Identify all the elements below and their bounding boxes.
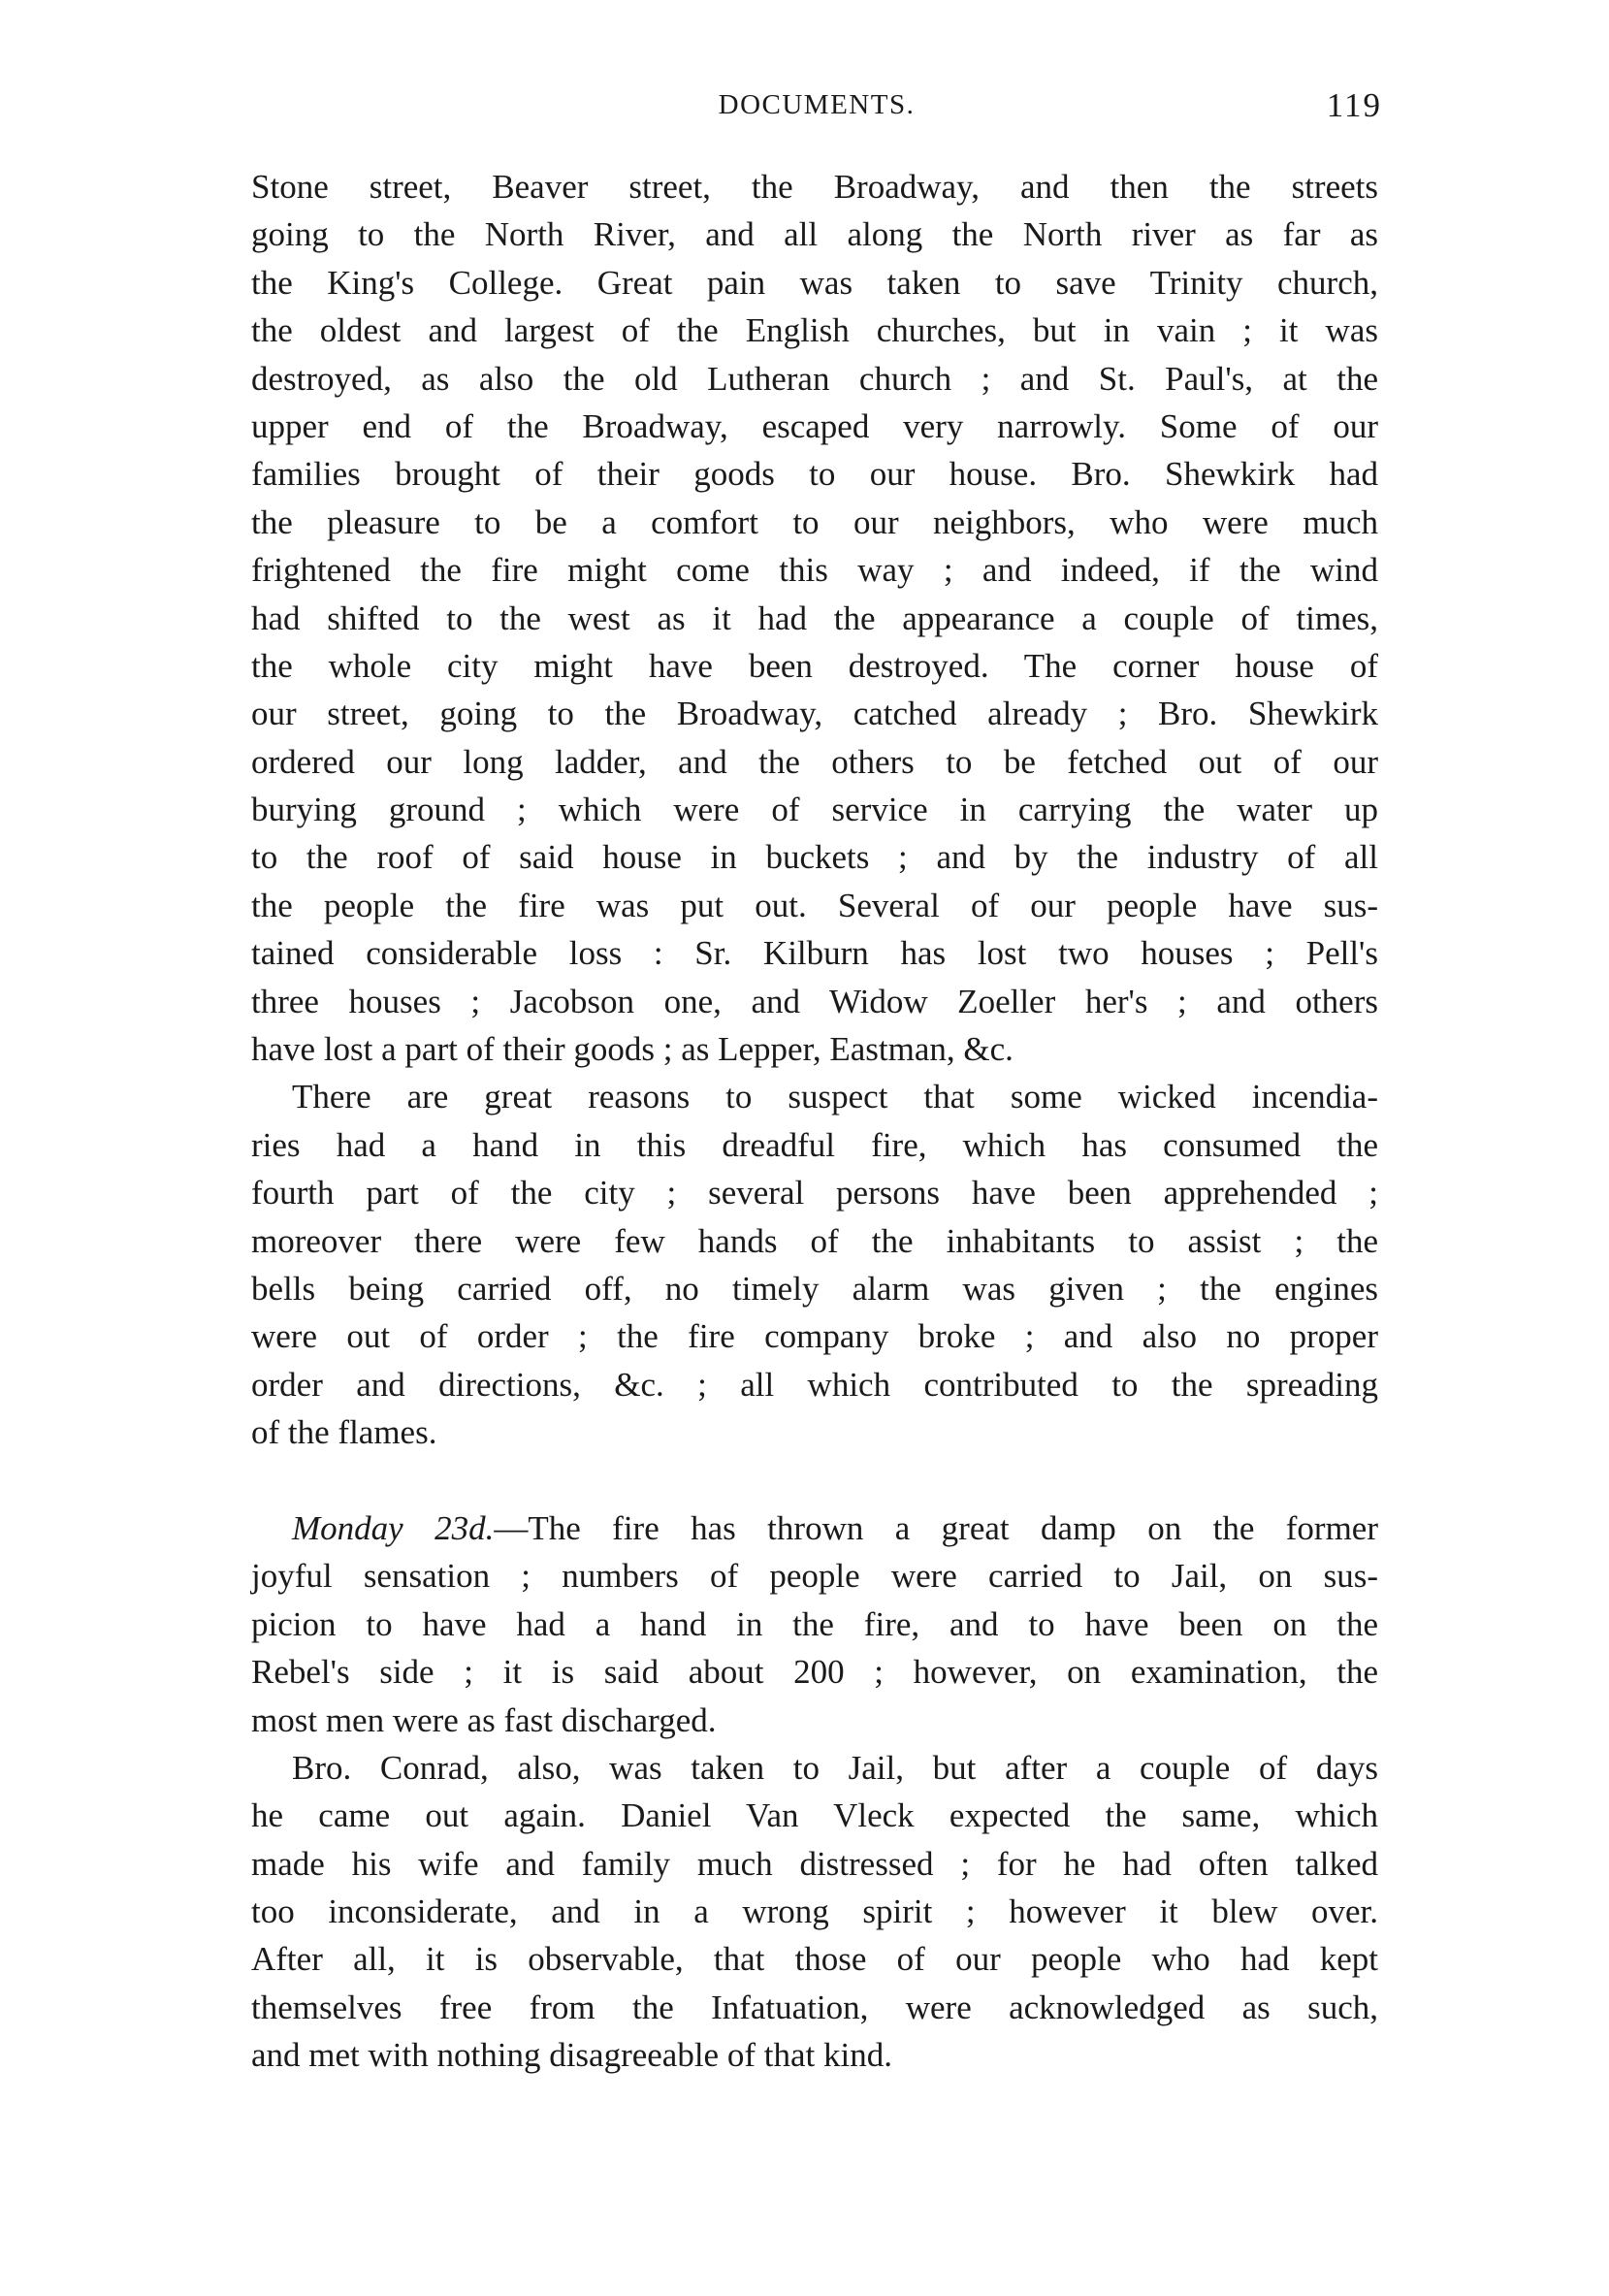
text-line: Rebel's side ; it is said about 200 ; however, on examination, the xyxy=(251,1653,1378,1692)
text-line: picion to have had a hand in the fire, and to have been on the xyxy=(251,1604,1378,1643)
text-line: made his wife and family much distressed ; for he had often talked xyxy=(251,1844,1378,1883)
page-header xyxy=(251,81,1382,129)
text-line: bells being carried off, no timely alarm was given ; the engines xyxy=(251,1269,1378,1308)
text-line: destroyed, as also the old Lutheran church ; and St. Paul's, at the xyxy=(251,359,1378,398)
paragraph xyxy=(251,163,1378,1073)
text-line: had shifted to the west as it had the appearance a couple of times, xyxy=(251,598,1378,637)
text-line: Bro. Conrad, also, was taken to Jail, but after a couple of days xyxy=(292,1748,1378,1787)
text-line: joyful sensation ; numbers of people were carried to Jail, on sus- xyxy=(251,1557,1378,1596)
text-line: the King's College. Great pain was taken to save Trinity church, xyxy=(251,263,1378,302)
text-line: too inconsiderate, and in a wrong spirit ; however it blew over. xyxy=(251,1892,1378,1931)
text-line: the people the fire was put out. Several of our people have sus- xyxy=(251,886,1378,924)
text-line-content: —The fire has thrown a great damp on the former xyxy=(494,1508,1378,1547)
date-heading: Monday 23d. xyxy=(292,1508,495,1547)
text-line: ordered our long ladder, and the others to be fetched out of our xyxy=(251,742,1378,781)
text-line: burying ground ; which were of service in carrying the water up xyxy=(251,791,1378,829)
text-line: After all, it is observable, that those of our people who had kept xyxy=(251,1940,1378,1979)
text-line: families brought of their goods to our house. Bro. Shewkirk had xyxy=(251,455,1378,494)
paragraph-gap xyxy=(251,1457,1378,1504)
text-line xyxy=(251,1504,1378,1552)
text-line: order and directions, &c. ; all which contributed to the spreading xyxy=(251,1365,1378,1404)
text-line: have lost a part of their goods ; as Lepper, Eastman, &c. xyxy=(251,1030,1014,1069)
document-body xyxy=(251,163,1378,2080)
text-line: frightened the fire might come this way ; and indeed, if the wind xyxy=(251,551,1378,590)
text-line: the pleasure to be a comfort to our neighbors, who were much xyxy=(251,502,1378,541)
text-line: the whole city might have been destroyed. The corner house of xyxy=(251,646,1378,685)
text-line: themselves free from the Infatuation, were acknowledged as such, xyxy=(251,1988,1378,2026)
running-title: DOCUMENTS. xyxy=(718,89,916,120)
text-line: the oldest and largest of the English churches, but in vain ; it was xyxy=(251,311,1378,350)
page-number: 119 xyxy=(1326,86,1382,124)
text-line: moreover there were few hands of the inhabitants to assist ; the xyxy=(251,1221,1378,1260)
text-line: were out of order ; the fire company broke ; and also no proper xyxy=(251,1317,1378,1356)
text-line: Stone street, Beaver street, the Broadway, and then the streets xyxy=(251,168,1378,206)
paragraph xyxy=(251,1504,1378,1744)
text-line: ries had a hand in this dreadful fire, which has consumed the xyxy=(251,1125,1378,1164)
text-line: and met with nothing disagreeable of that kind. xyxy=(251,2036,892,2075)
paragraph xyxy=(251,1744,1378,2080)
text-line: to the roof of said house in buckets ; and by the industry of all xyxy=(251,838,1378,877)
text-line: tained considerable loss : Sr. Kilburn has lost two houses ; Pell's xyxy=(251,934,1378,973)
text-line: going to the North River, and all along the North river as far as xyxy=(251,215,1378,254)
text-line: three houses ; Jacobson one, and Widow Zoeller her's ; and others xyxy=(251,982,1378,1020)
text-line: our street, going to the Broadway, catched already ; Bro. Shewkirk xyxy=(251,695,1378,733)
text-line: of the flames. xyxy=(251,1413,437,1452)
text-line: upper end of the Broadway, escaped very narrowly. Some of our xyxy=(251,406,1378,445)
text-line: There are great reasons to suspect that some wicked incendia- xyxy=(292,1078,1378,1116)
text-line: he came out again. Daniel Van Vleck expected the same, which xyxy=(251,1796,1378,1835)
paragraph xyxy=(251,1073,1378,1456)
text-line: fourth part of the city ; several persons have been apprehended ; xyxy=(251,1174,1378,1213)
text-line: most men were as fast discharged. xyxy=(251,1700,717,1739)
